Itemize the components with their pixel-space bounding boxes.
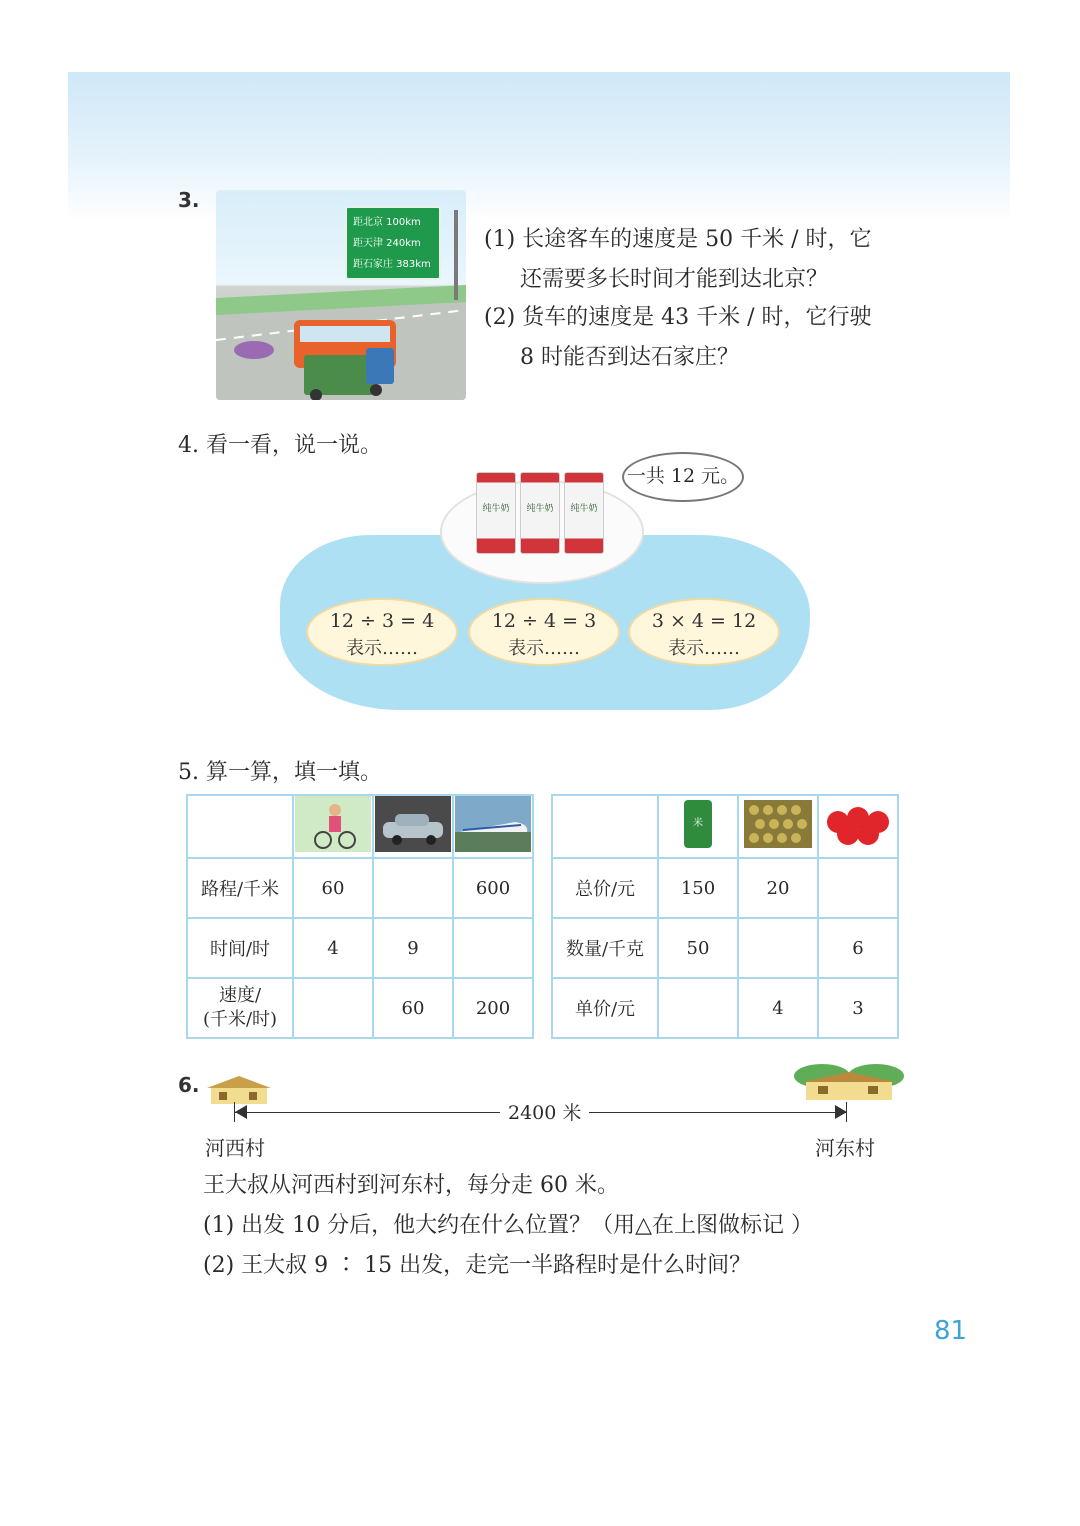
table-cell <box>658 978 738 1038</box>
cloud-note: 表示…… <box>668 638 740 659</box>
train-icon <box>455 796 531 852</box>
milk-pack: 纯牛奶 <box>520 472 560 554</box>
table-cell: 600 <box>453 858 533 918</box>
q4-title: 4. 看一看，说一说。 <box>178 433 382 458</box>
header-band <box>68 72 1010 222</box>
cloud-note: 表示…… <box>508 638 580 659</box>
table-cell: 4 <box>293 918 373 978</box>
table-cell: 6 <box>818 918 898 978</box>
row-label-quantity: 数量/千克 <box>552 918 658 978</box>
thought-cloud-2 <box>468 598 620 666</box>
row-label-total-price: 总价/元 <box>552 858 658 918</box>
rice-picture-cell <box>658 795 738 858</box>
milk-packs <box>476 472 604 554</box>
tomatoes-icon <box>820 796 896 852</box>
table-corner <box>552 795 658 858</box>
row-label-speed <box>187 978 293 1038</box>
rice-bag-icon <box>660 796 736 852</box>
sign-line: 距北京 100km <box>353 217 421 228</box>
row-label-distance: 路程/千米 <box>187 858 293 918</box>
cyclist-icon <box>295 796 371 852</box>
cloud-expression: 3 × 4 = 12 <box>651 610 757 632</box>
east-village-label: 河东村 <box>815 1136 875 1160</box>
car-icon <box>375 796 451 852</box>
row-label-time: 时间/时 <box>187 918 293 978</box>
table-cell <box>818 858 898 918</box>
q6-intro: 王大叔从河西村到河东村，每分走 60 米。 <box>203 1173 619 1198</box>
q3-part1-line1: (1) 长途客车的速度是 50 千米 / 时，它 <box>484 227 872 252</box>
table-cell: 60 <box>293 858 373 918</box>
highway-distance-sign <box>345 206 441 280</box>
cloud-expression: 12 ÷ 3 = 4 <box>329 610 435 632</box>
rice-bag-label: 米 <box>693 818 703 829</box>
table-cell <box>453 918 533 978</box>
milk-pack: 纯牛奶 <box>476 472 516 554</box>
q6-number: 6. <box>178 1073 200 1097</box>
table-cell: 20 <box>738 858 818 918</box>
row-label-speed-line2: (千米/时) <box>202 1009 278 1030</box>
q3-part2-line2: 8 时能否到达石家庄？ <box>520 345 739 370</box>
car-picture-cell <box>373 795 453 858</box>
table-cell: 3 <box>818 978 898 1038</box>
price-table <box>551 794 899 1039</box>
west-village-house-icon <box>205 1074 273 1106</box>
milk-pack: 纯牛奶 <box>564 472 604 554</box>
table-cell: 50 <box>658 918 738 978</box>
table-corner <box>187 795 293 858</box>
bike-picture-cell <box>293 795 373 858</box>
q3-part2-line1: (2) 货车的速度是 43 千米 / 时，它行驶 <box>484 305 872 330</box>
arrow-left-icon <box>235 1105 247 1119</box>
east-village-house-icon <box>792 1062 906 1102</box>
train-picture-cell <box>453 795 533 858</box>
thought-cloud-1 <box>306 598 458 666</box>
table-cell: 150 <box>658 858 738 918</box>
speed-table <box>186 794 534 1039</box>
sign-line: 距天津 240km <box>353 238 421 249</box>
q3-number: 3. <box>178 188 200 212</box>
row-label-speed-line1: 速度/ <box>218 985 262 1006</box>
row-label-unit-price: 单价/元 <box>552 978 658 1038</box>
table-cell <box>293 978 373 1038</box>
tomato-picture-cell <box>818 795 898 858</box>
table-cell: 4 <box>738 978 818 1038</box>
table-cell <box>738 918 818 978</box>
q3-part1-line2: 还需要多长时间才能到达北京？ <box>520 267 829 292</box>
table-cell: 9 <box>373 918 453 978</box>
q6-part1: (1) 出发 10 分后，他大约在什么位置？（用△在上图做标记 ） <box>203 1213 814 1238</box>
sign-line: 距石家庄 383km <box>353 259 431 270</box>
table-cell: 60 <box>373 978 453 1038</box>
start-tick <box>234 1102 235 1122</box>
q5-title: 5. 算一算，填一填。 <box>178 760 382 785</box>
table-cell <box>373 858 453 918</box>
end-tick <box>846 1102 847 1122</box>
distance-label: 2400 米 <box>500 1098 589 1125</box>
beans-icon <box>740 796 816 852</box>
cloud-note: 表示…… <box>346 638 418 659</box>
table-cell: 200 <box>453 978 533 1038</box>
thought-cloud-3 <box>628 598 780 666</box>
west-village-label: 河西村 <box>205 1136 265 1160</box>
page-number: 81 <box>934 1316 968 1346</box>
beans-picture-cell <box>738 795 818 858</box>
cloud-expression: 12 ÷ 4 = 3 <box>491 610 597 632</box>
price-speech-bubble: 一共 12 元。 <box>622 452 744 502</box>
q6-part2: (2) 王大叔 9 ∶ 15 出发，走完一半路程时是什么时间？ <box>203 1253 752 1278</box>
